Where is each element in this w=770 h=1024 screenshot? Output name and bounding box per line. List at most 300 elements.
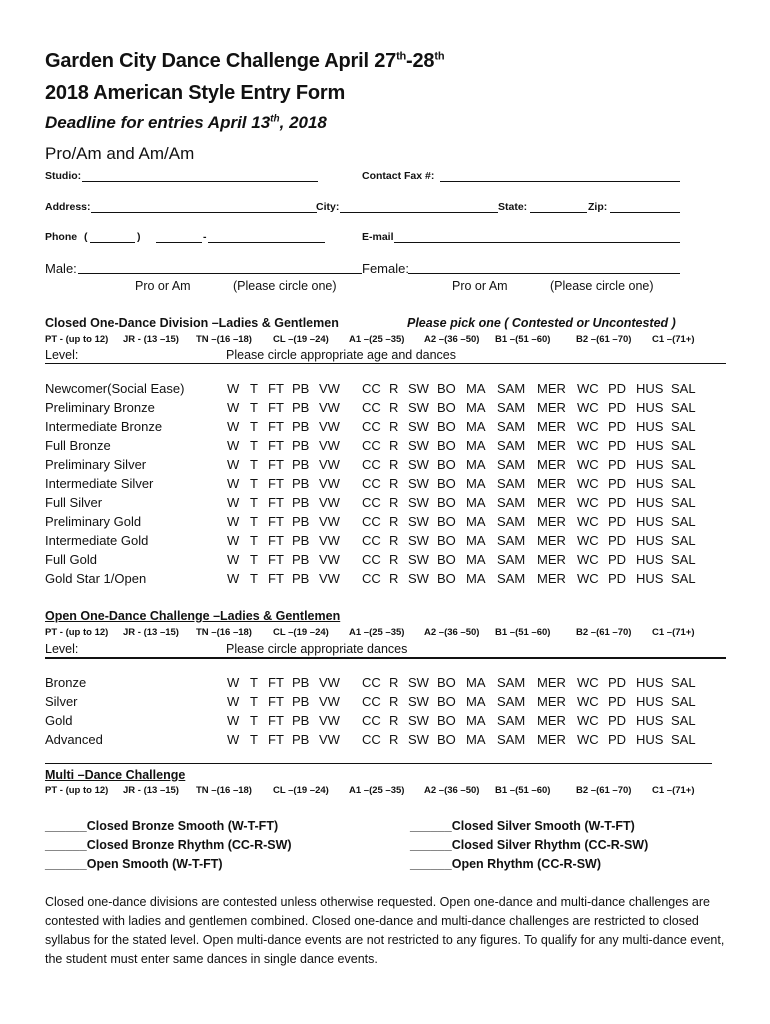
dance-option-hus[interactable]: HUS <box>636 713 664 728</box>
dance-option-mer[interactable]: MER <box>537 675 566 690</box>
age-b2[interactable]: B2 –(61 –70) <box>576 627 632 638</box>
dance-option-t[interactable]: T <box>250 533 258 548</box>
level-label: Intermediate Bronze <box>45 419 163 434</box>
dance-option-sal[interactable]: SAL <box>671 476 696 491</box>
dance-option-bo[interactable]: BO <box>437 552 456 567</box>
contact-fax-field[interactable] <box>440 168 680 182</box>
dance-option-r[interactable]: R <box>389 438 399 453</box>
dance-option-bo[interactable]: BO <box>437 457 456 472</box>
dance-option-sal[interactable]: SAL <box>671 533 696 548</box>
male-pro-or-am[interactable]: Pro or Am <box>135 279 191 293</box>
age-b1[interactable]: B1 –(51 –60) <box>495 785 551 796</box>
dance-option-mer[interactable]: MER <box>537 514 566 529</box>
dance-option-vw[interactable]: VW <box>319 713 340 728</box>
dance-option-pd[interactable]: PD <box>608 533 627 548</box>
dance-option-mer[interactable]: MER <box>537 381 566 396</box>
dance-option-hus[interactable]: HUS <box>636 419 664 434</box>
dance-option-sw[interactable]: SW <box>408 533 429 548</box>
dance-option-sal[interactable]: SAL <box>671 732 696 747</box>
dance-option-cc[interactable]: CC <box>362 675 381 690</box>
age-a2[interactable]: A2 –(36 –50) <box>424 627 480 638</box>
dance-option-mer[interactable]: MER <box>537 571 566 586</box>
dance-option-hus[interactable]: HUS <box>636 400 664 415</box>
dance-option-cc[interactable]: CC <box>362 438 381 453</box>
dance-option-hus[interactable]: HUS <box>636 694 664 709</box>
age-tn[interactable]: TN –(16 –18) <box>196 627 252 638</box>
dance-option-sw[interactable]: SW <box>408 675 429 690</box>
dance-option-r[interactable]: R <box>389 495 399 510</box>
dance-option-wc[interactable]: WC <box>577 381 599 396</box>
dance-option-w[interactable]: W <box>227 675 240 690</box>
dance-option-mer[interactable]: MER <box>537 457 566 472</box>
dance-option-r[interactable]: R <box>389 732 399 747</box>
dance-option-pd[interactable]: PD <box>608 419 627 434</box>
dance-option-mer[interactable]: MER <box>537 694 566 709</box>
dance-option-hus[interactable]: HUS <box>636 571 664 586</box>
dance-option-ma[interactable]: MA <box>466 419 486 434</box>
dance-option-pd[interactable]: PD <box>608 495 627 510</box>
dance-option-t[interactable]: T <box>250 732 258 747</box>
dance-option-r[interactable]: R <box>389 713 399 728</box>
dance-option-vw[interactable]: VW <box>319 552 340 567</box>
dance-option-t[interactable]: T <box>250 694 258 709</box>
dance-option-sam[interactable]: SAM <box>497 514 526 529</box>
dance-option-pb[interactable]: PB <box>292 571 310 586</box>
dance-option-vw[interactable]: VW <box>319 694 340 709</box>
dance-option-wc[interactable]: WC <box>577 552 599 567</box>
dance-option-sal[interactable]: SAL <box>671 495 696 510</box>
dance-option-mer[interactable]: MER <box>537 400 566 415</box>
dance-option-hus[interactable]: HUS <box>636 514 664 529</box>
age-b2[interactable]: B2 –(61 –70) <box>576 785 632 796</box>
dance-option-wc[interactable]: WC <box>577 533 599 548</box>
phone-prefix-field[interactable] <box>156 229 202 243</box>
dance-option-sw[interactable]: SW <box>408 381 429 396</box>
level-label: Intermediate Silver <box>45 476 154 491</box>
dance-option-mer[interactable]: MER <box>537 438 566 453</box>
dance-option-cc[interactable]: CC <box>362 533 381 548</box>
age-pt[interactable]: PT - (up to 12) <box>45 785 109 796</box>
dance-option-vw[interactable]: VW <box>319 571 340 586</box>
dance-option-ma[interactable]: MA <box>466 400 486 415</box>
dance-option-r[interactable]: R <box>389 419 399 434</box>
dance-option-sam[interactable]: SAM <box>497 675 526 690</box>
dance-option-bo[interactable]: BO <box>437 476 456 491</box>
age-a1[interactable]: A1 –(25 –35) <box>349 785 405 796</box>
dance-option-r[interactable]: R <box>389 533 399 548</box>
dance-option-ft[interactable]: FT <box>268 438 284 453</box>
dance-option-pb[interactable]: PB <box>292 400 310 415</box>
dance-option-mer[interactable]: MER <box>537 533 566 548</box>
dance-option-sam[interactable]: SAM <box>497 533 526 548</box>
age-a2[interactable]: A2 –(36 –50) <box>424 785 480 796</box>
dance-option-sal[interactable]: SAL <box>671 400 696 415</box>
dance-option-w[interactable]: W <box>227 476 240 491</box>
dance-option-r[interactable]: R <box>389 675 399 690</box>
dance-option-sam[interactable]: SAM <box>497 476 526 491</box>
multi-event-closed-bronze-smooth[interactable]: ______Closed Bronze Smooth (W-T-FT) <box>45 819 279 833</box>
dance-option-wc[interactable]: WC <box>577 476 599 491</box>
dance-option-pd[interactable]: PD <box>608 457 627 472</box>
dance-option-wc[interactable]: WC <box>577 514 599 529</box>
dance-option-sam[interactable]: SAM <box>497 400 526 415</box>
dance-option-sw[interactable]: SW <box>408 438 429 453</box>
dance-option-ft[interactable]: FT <box>268 533 284 548</box>
dance-option-r[interactable]: R <box>389 514 399 529</box>
dance-option-sam[interactable]: SAM <box>497 381 526 396</box>
multi-event-closed-bronze-rhythm[interactable]: ______Closed Bronze Rhythm (CC-R-SW) <box>45 838 292 852</box>
dance-option-sw[interactable]: SW <box>408 694 429 709</box>
dance-option-pd[interactable]: PD <box>608 732 627 747</box>
dance-option-pb[interactable]: PB <box>292 694 310 709</box>
dance-option-pb[interactable]: PB <box>292 381 310 396</box>
dance-option-bo[interactable]: BO <box>437 571 456 586</box>
dance-option-ma[interactable]: MA <box>466 438 486 453</box>
dance-option-t[interactable]: T <box>250 571 258 586</box>
dance-option-wc[interactable]: WC <box>577 438 599 453</box>
dance-option-sw[interactable]: SW <box>408 457 429 472</box>
dance-option-w[interactable]: W <box>227 694 240 709</box>
dance-option-w[interactable]: W <box>227 457 240 472</box>
dance-option-bo[interactable]: BO <box>437 694 456 709</box>
age-jr[interactable]: JR - (13 –15) <box>123 334 179 345</box>
dance-option-t[interactable]: T <box>250 381 258 396</box>
dance-option-sam[interactable]: SAM <box>497 552 526 567</box>
dance-option-cc[interactable]: CC <box>362 457 381 472</box>
dance-option-sam[interactable]: SAM <box>497 438 526 453</box>
dance-option-mer[interactable]: MER <box>537 732 566 747</box>
dance-option-mer[interactable]: MER <box>537 713 566 728</box>
multi-event-open-smooth[interactable]: ______Open Smooth (W-T-FT) <box>45 857 223 871</box>
dance-option-t[interactable]: T <box>250 675 258 690</box>
dance-option-wc[interactable]: WC <box>577 571 599 586</box>
dance-option-wc[interactable]: WC <box>577 732 599 747</box>
dance-option-ft[interactable]: FT <box>268 476 284 491</box>
dance-option-pd[interactable]: PD <box>608 476 627 491</box>
dance-option-ft[interactable]: FT <box>268 457 284 472</box>
dance-option-w[interactable]: W <box>227 533 240 548</box>
dance-option-pd[interactable]: PD <box>608 552 627 567</box>
dance-option-bo[interactable]: BO <box>437 400 456 415</box>
dance-option-ft[interactable]: FT <box>268 419 284 434</box>
dance-option-t[interactable]: T <box>250 419 258 434</box>
age-c1[interactable]: C1 –(71+) <box>652 627 695 638</box>
dance-option-vw[interactable]: VW <box>319 419 340 434</box>
dance-option-sam[interactable]: SAM <box>497 495 526 510</box>
contested-note: Please pick one ( Contested or Uncontested ) <box>407 316 676 330</box>
dance-option-w[interactable]: W <box>227 381 240 396</box>
email-field[interactable] <box>394 229 680 243</box>
dance-option-pb[interactable]: PB <box>292 713 310 728</box>
dance-option-vw[interactable]: VW <box>319 457 340 472</box>
dance-option-ft[interactable]: FT <box>268 571 284 586</box>
dance-option-vw[interactable]: VW <box>319 476 340 491</box>
dance-option-vw[interactable]: VW <box>319 732 340 747</box>
dance-option-hus[interactable]: HUS <box>636 457 664 472</box>
dance-option-sal[interactable]: SAL <box>671 571 696 586</box>
dance-option-vw[interactable]: VW <box>319 675 340 690</box>
dance-option-pd[interactable]: PD <box>608 400 627 415</box>
dance-option-ma[interactable]: MA <box>466 732 486 747</box>
dance-option-ft[interactable]: FT <box>268 732 284 747</box>
dance-option-w[interactable]: W <box>227 495 240 510</box>
dance-option-pd[interactable]: PD <box>608 438 627 453</box>
zip-field[interactable] <box>610 199 680 213</box>
dance-option-hus[interactable]: HUS <box>636 552 664 567</box>
level-label: Full Silver <box>45 495 103 510</box>
dance-option-ft[interactable]: FT <box>268 495 284 510</box>
dance-option-w[interactable]: W <box>227 438 240 453</box>
dance-option-sam[interactable]: SAM <box>497 419 526 434</box>
dance-option-pb[interactable]: PB <box>292 514 310 529</box>
age-pt[interactable]: PT - (up to 12) <box>45 334 109 345</box>
dance-option-cc[interactable]: CC <box>362 400 381 415</box>
dance-option-sw[interactable]: SW <box>408 514 429 529</box>
phone-number-field[interactable] <box>208 229 325 243</box>
dance-option-ma[interactable]: MA <box>466 381 486 396</box>
dance-option-pb[interactable]: PB <box>292 533 310 548</box>
age-b1[interactable]: B1 –(51 –60) <box>495 334 551 345</box>
dance-option-ma[interactable]: MA <box>466 533 486 548</box>
dance-option-pd[interactable]: PD <box>608 514 627 529</box>
studio-label: Studio: <box>45 170 82 182</box>
age-b1[interactable]: B1 –(51 –60) <box>495 627 551 638</box>
phone-dash: - <box>203 231 207 243</box>
dance-option-mer[interactable]: MER <box>537 419 566 434</box>
age-cl[interactable]: CL –(19 –24) <box>273 627 329 638</box>
dance-option-wc[interactable]: WC <box>577 419 599 434</box>
dance-option-pb[interactable]: PB <box>292 552 310 567</box>
dance-option-sal[interactable]: SAL <box>671 438 696 453</box>
dance-option-t[interactable]: T <box>250 438 258 453</box>
dance-option-ft[interactable]: FT <box>268 713 284 728</box>
dance-option-r[interactable]: R <box>389 571 399 586</box>
male-name-field[interactable] <box>78 260 362 274</box>
state-field[interactable] <box>530 199 587 213</box>
dance-option-t[interactable]: T <box>250 400 258 415</box>
dance-option-w[interactable]: W <box>227 571 240 586</box>
dance-option-cc[interactable]: CC <box>362 713 381 728</box>
dance-option-hus[interactable]: HUS <box>636 476 664 491</box>
dance-option-ma[interactable]: MA <box>466 457 486 472</box>
dance-option-sw[interactable]: SW <box>408 419 429 434</box>
dance-option-bo[interactable]: BO <box>437 533 456 548</box>
dance-option-vw[interactable]: VW <box>319 514 340 529</box>
dance-option-wc[interactable]: WC <box>577 495 599 510</box>
dance-option-hus[interactable]: HUS <box>636 381 664 396</box>
dance-option-cc[interactable]: CC <box>362 419 381 434</box>
dance-option-bo[interactable]: BO <box>437 732 456 747</box>
dance-option-bo[interactable]: BO <box>437 713 456 728</box>
dance-option-ft[interactable]: FT <box>268 514 284 529</box>
dance-option-ma[interactable]: MA <box>466 694 486 709</box>
age-cl[interactable]: CL –(19 –24) <box>273 334 329 345</box>
dance-option-r[interactable]: R <box>389 694 399 709</box>
dance-option-mer[interactable]: MER <box>537 552 566 567</box>
dance-option-bo[interactable]: BO <box>437 514 456 529</box>
dance-option-wc[interactable]: WC <box>577 713 599 728</box>
dance-option-r[interactable]: R <box>389 457 399 472</box>
address-field[interactable] <box>91 199 317 213</box>
dance-option-pb[interactable]: PB <box>292 732 310 747</box>
dance-option-hus[interactable]: HUS <box>636 675 664 690</box>
dance-option-ma[interactable]: MA <box>466 476 486 491</box>
phone-close-paren: ) <box>137 231 141 243</box>
dance-option-r[interactable]: R <box>389 381 399 396</box>
dance-option-r[interactable]: R <box>389 476 399 491</box>
female-pro-or-am[interactable]: Pro or Am <box>452 279 508 293</box>
age-a1[interactable]: A1 –(25 –35) <box>349 334 405 345</box>
studio-field[interactable] <box>82 168 318 182</box>
dance-option-w[interactable]: W <box>227 713 240 728</box>
dance-option-t[interactable]: T <box>250 495 258 510</box>
dance-option-hus[interactable]: HUS <box>636 438 664 453</box>
dance-option-sal[interactable]: SAL <box>671 457 696 472</box>
age-pt[interactable]: PT - (up to 12) <box>45 627 109 638</box>
dance-option-sal[interactable]: SAL <box>671 514 696 529</box>
age-a1[interactable]: A1 –(25 –35) <box>349 627 405 638</box>
dance-option-wc[interactable]: WC <box>577 400 599 415</box>
dance-option-cc[interactable]: CC <box>362 694 381 709</box>
dance-option-vw[interactable]: VW <box>319 400 340 415</box>
dance-option-wc[interactable]: WC <box>577 457 599 472</box>
dance-option-cc[interactable]: CC <box>362 495 381 510</box>
dance-option-wc[interactable]: WC <box>577 694 599 709</box>
dance-option-hus[interactable]: HUS <box>636 732 664 747</box>
dance-option-pb[interactable]: PB <box>292 476 310 491</box>
dance-option-mer[interactable]: MER <box>537 476 566 491</box>
dance-option-sal[interactable]: SAL <box>671 419 696 434</box>
dance-option-w[interactable]: W <box>227 552 240 567</box>
dance-option-sal[interactable]: SAL <box>671 675 696 690</box>
dance-option-vw[interactable]: VW <box>319 495 340 510</box>
dance-option-pb[interactable]: PB <box>292 457 310 472</box>
multi-event-open-rhythm[interactable]: ______Open Rhythm (CC-R-SW) <box>410 857 602 871</box>
dance-option-cc[interactable]: CC <box>362 381 381 396</box>
dance-option-cc[interactable]: CC <box>362 732 381 747</box>
dance-option-pd[interactable]: PD <box>608 675 627 690</box>
age-jr[interactable]: JR - (13 –15) <box>123 785 179 796</box>
dance-option-sam[interactable]: SAM <box>497 732 526 747</box>
dance-option-pb[interactable]: PB <box>292 419 310 434</box>
dance-option-ft[interactable]: FT <box>268 552 284 567</box>
dance-option-r[interactable]: R <box>389 552 399 567</box>
dance-option-pd[interactable]: PD <box>608 381 627 396</box>
dance-option-ma[interactable]: MA <box>466 495 486 510</box>
dance-option-bo[interactable]: BO <box>437 438 456 453</box>
dance-option-sal[interactable]: SAL <box>671 552 696 567</box>
dance-option-sw[interactable]: SW <box>408 400 429 415</box>
dance-option-sam[interactable]: SAM <box>497 457 526 472</box>
dance-option-sw[interactable]: SW <box>408 571 429 586</box>
age-tn[interactable]: TN –(16 –18) <box>196 785 252 796</box>
dance-option-pb[interactable]: PB <box>292 495 310 510</box>
dance-option-pd[interactable]: PD <box>608 571 627 586</box>
city-label: City: <box>316 201 340 213</box>
dance-option-ma[interactable]: MA <box>466 675 486 690</box>
dance-option-cc[interactable]: CC <box>362 476 381 491</box>
city-field[interactable] <box>340 199 498 213</box>
dance-option-hus[interactable]: HUS <box>636 495 664 510</box>
dance-option-r[interactable]: R <box>389 400 399 415</box>
dance-option-vw[interactable]: VW <box>319 381 340 396</box>
dance-option-sal[interactable]: SAL <box>671 713 696 728</box>
age-jr[interactable]: JR - (13 –15) <box>123 627 179 638</box>
dance-option-t[interactable]: T <box>250 457 258 472</box>
dance-option-wc[interactable]: WC <box>577 675 599 690</box>
dance-option-cc[interactable]: CC <box>362 571 381 586</box>
dance-option-t[interactable]: T <box>250 476 258 491</box>
age-tn[interactable]: TN –(16 –18) <box>196 334 252 345</box>
dance-option-mer[interactable]: MER <box>537 495 566 510</box>
dance-option-ft[interactable]: FT <box>268 381 284 396</box>
dance-option-vw[interactable]: VW <box>319 533 340 548</box>
dance-option-sal[interactable]: SAL <box>671 381 696 396</box>
phone-label: Phone <box>45 231 78 243</box>
dance-option-bo[interactable]: BO <box>437 495 456 510</box>
dance-option-hus[interactable]: HUS <box>636 533 664 548</box>
dance-option-sam[interactable]: SAM <box>497 571 526 586</box>
dance-option-pb[interactable]: PB <box>292 438 310 453</box>
age-c1[interactable]: C1 –(71+) <box>652 334 695 345</box>
phone-area-code-field[interactable] <box>90 229 135 243</box>
multi-event-closed-silver-rhythm[interactable]: ______Closed Silver Rhythm (CC-R-SW) <box>410 838 649 852</box>
dance-option-sam[interactable]: SAM <box>497 713 526 728</box>
dance-option-t[interactable]: T <box>250 514 258 529</box>
dance-option-vw[interactable]: VW <box>319 438 340 453</box>
dance-option-sw[interactable]: SW <box>408 495 429 510</box>
dance-option-ft[interactable]: FT <box>268 675 284 690</box>
dance-option-bo[interactable]: BO <box>437 419 456 434</box>
dance-option-sal[interactable]: SAL <box>671 694 696 709</box>
dance-option-pd[interactable]: PD <box>608 713 627 728</box>
dance-option-t[interactable]: T <box>250 713 258 728</box>
email-label: E-mail <box>362 231 394 243</box>
dance-option-bo[interactable]: BO <box>437 381 456 396</box>
dance-option-w[interactable]: W <box>227 514 240 529</box>
dance-option-sw[interactable]: SW <box>408 552 429 567</box>
dance-option-ft[interactable]: FT <box>268 694 284 709</box>
age-b2[interactable]: B2 –(61 –70) <box>576 334 632 345</box>
dance-option-sw[interactable]: SW <box>408 476 429 491</box>
dance-option-ma[interactable]: MA <box>466 514 486 529</box>
dance-option-ma[interactable]: MA <box>466 571 486 586</box>
dance-option-sw[interactable]: SW <box>408 732 429 747</box>
female-name-field[interactable] <box>408 260 680 274</box>
dance-option-ft[interactable]: FT <box>268 400 284 415</box>
multi-event-closed-silver-smooth[interactable]: ______Closed Silver Smooth (W-T-FT) <box>410 819 635 833</box>
dance-option-pb[interactable]: PB <box>292 675 310 690</box>
dance-option-cc[interactable]: CC <box>362 514 381 529</box>
dance-option-bo[interactable]: BO <box>437 675 456 690</box>
dance-option-pd[interactable]: PD <box>608 694 627 709</box>
open-level-divider <box>45 643 726 659</box>
dance-option-ma[interactable]: MA <box>466 713 486 728</box>
dance-option-cc[interactable]: CC <box>362 552 381 567</box>
dance-option-w[interactable]: W <box>227 419 240 434</box>
dance-option-ma[interactable]: MA <box>466 552 486 567</box>
open-level-label: Level: <box>45 642 79 656</box>
dance-option-w[interactable]: W <box>227 732 240 747</box>
state-label: State: <box>498 201 528 213</box>
dance-option-t[interactable]: T <box>250 552 258 567</box>
dance-option-sam[interactable]: SAM <box>497 694 526 709</box>
age-c1[interactable]: C1 –(71+) <box>652 785 695 796</box>
age-a2[interactable]: A2 –(36 –50) <box>424 334 480 345</box>
dance-option-w[interactable]: W <box>227 400 240 415</box>
dance-option-sw[interactable]: SW <box>408 713 429 728</box>
age-cl[interactable]: CL –(19 –24) <box>273 785 329 796</box>
